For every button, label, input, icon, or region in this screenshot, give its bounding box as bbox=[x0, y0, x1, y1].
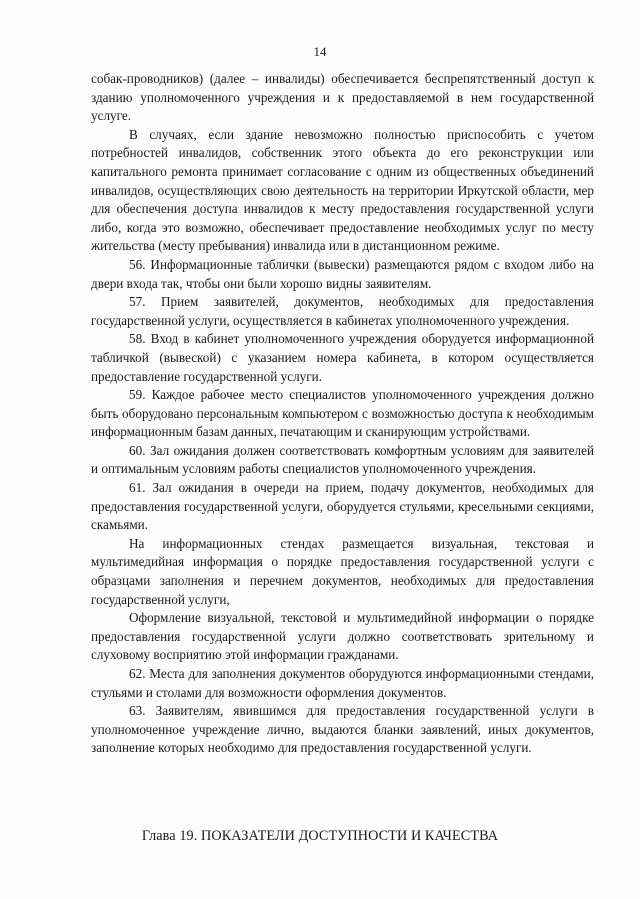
page-number: 14 bbox=[313, 44, 327, 59]
document-body bbox=[91, 70, 594, 758]
paragraph-accessibility-adaptation: В случаях, если здание невозможно полностью приспособить с учетом потребностей инвалидов, собственник этого объекта до его реконструкции или капитального ремонта принимает согласование с одним из общественных объединений инвалидов, осуществляющих свою деятельность на территории Иркутской области, мер для обеспечения доступа инвалидов к месту предоставления государственной услуги либо, когда это возможно, обеспечивает предоставление необходимых услуг по месту жительства (месту пребывания) инвалида или в дистанционном режиме. bbox=[91, 126, 594, 254]
paragraph-57: 57. Прием заявителей, документов, необходимых для предоставления государственной услуги, осуществляется в кабинетах уполномоченного учреждения. bbox=[91, 294, 594, 328]
paragraph-56: 56. Информационные таблички (вывески) размещаются рядом с входом либо на двери входа так, чтобы они были хорошо видны заявителям. bbox=[91, 256, 594, 291]
paragraph-60: 60. Зал ожидания должен соответствовать комфортным условиям для заявителей и оптимальным условиям работы специалистов уполномоченного учреждения. bbox=[91, 442, 594, 477]
paragraph-62: 62. Места для заполнения документов оборудуются информационными стендами, стульями и столами для возможности оформления документов. bbox=[91, 666, 594, 700]
paragraph-59: 59. Каждое рабочее место специалистов уполномоченного учреждения должно быть оборудовано персональным компьютером с возможностью доступа к необходимым информационным базам данных, печатающим и сканирующим устройствами. bbox=[91, 387, 594, 440]
paragraph-continuation: собак-проводников) (далее – инвалиды) обеспечивается беспрепятственный доступ к зданию уполномоченного учреждения и к предоставляемой в нем государственной услуге. bbox=[91, 71, 594, 124]
chapter-heading: Глава 19. ПОКАЗАТЕЛИ ДОСТУПНОСТИ И КАЧЕСТВА bbox=[141, 828, 499, 844]
paragraph-info-stands: На информационных стендах размещается визуальная, текстовая и мультимедийная информация о порядке предоставления государственной услуги с образцами заполнения и перечнем документов, необходимых для предоставления государственной услуги, bbox=[91, 535, 594, 607]
paragraph-info-design: Оформление визуальной, текстовой и мультимедийной информации о порядке предоставления государственной услуги должно соответствовать зрительному и слуховому восприятию этой информации гражданами. bbox=[91, 610, 594, 663]
paragraph-58: 58. Вход в кабинет уполномоченного учреждения оборудуется информационной табличкой (вывеской) с указанием номера кабинета, в котором осуществляется предоставление государственной услуги. bbox=[91, 331, 594, 384]
paragraph-61: 61. Зал ожидания в очереди на прием, подачу документов, необходимых для предоставления государственной услуги, оборудуется стульями, кресельными секциями, скамьями. bbox=[91, 480, 594, 533]
paragraph-63: 63. Заявителям, явившимся для предоставления государственной услуги в уполномоченное учреждение лично, выдаются бланки заявлений, иных документов, заполнение которых необходимо для предоставления государственной услуги. bbox=[91, 703, 594, 756]
